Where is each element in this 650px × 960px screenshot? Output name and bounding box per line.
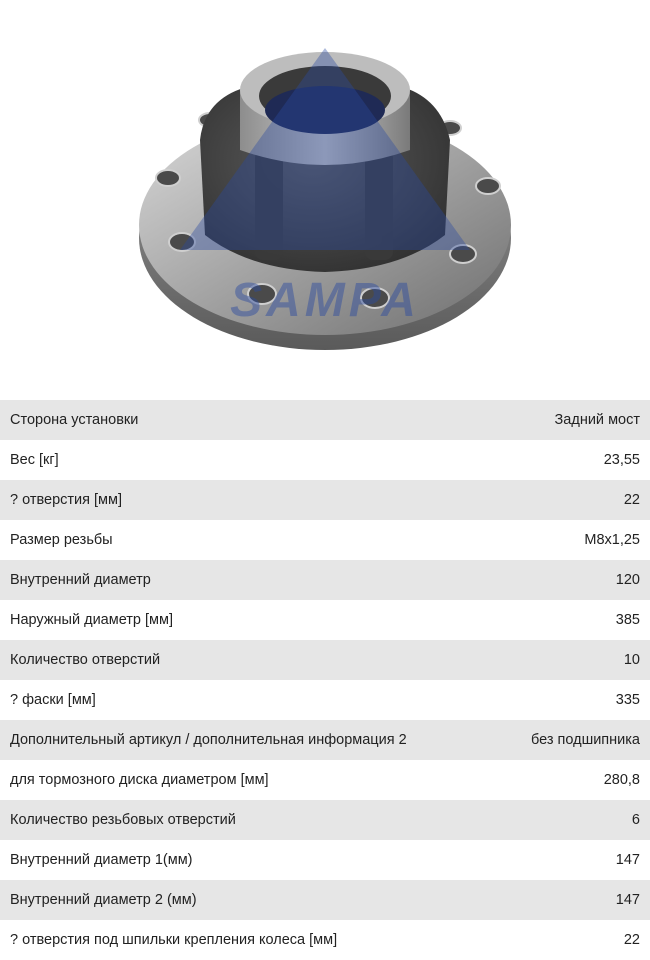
- spec-label: ? отверстия под шпильки крепления колеса [мм]: [10, 932, 338, 948]
- spec-value: 23,55: [603, 452, 640, 468]
- spec-value: 6: [631, 812, 640, 828]
- spec-label: Внутренний диаметр 2 (мм): [10, 892, 197, 908]
- spec-row: [0, 800, 650, 840]
- spec-label: Размер резьбы: [10, 532, 113, 548]
- spec-row: [0, 520, 650, 560]
- spec-value: 335: [615, 692, 640, 708]
- spec-label: Внутренний диаметр: [10, 572, 151, 588]
- spec-value: 22: [623, 932, 640, 948]
- spec-label: Сторона установки: [10, 412, 139, 428]
- spec-row: [0, 760, 650, 800]
- spec-value: 22: [623, 492, 640, 508]
- spec-row: [0, 560, 650, 600]
- spec-row: [0, 400, 650, 440]
- spec-value: 280,8: [603, 772, 640, 788]
- wheel-hub-icon: [0, 0, 650, 400]
- spec-label: Количество резьбовых отверстий: [10, 812, 236, 828]
- brand-watermark: SAMPA: [230, 274, 420, 327]
- spec-value: 147: [615, 852, 640, 868]
- spec-value: M8x1,25: [584, 532, 640, 548]
- spec-row: [0, 840, 650, 880]
- spec-row: [0, 880, 650, 920]
- spec-row: [0, 920, 650, 960]
- spec-label: Наружный диаметр [мм]: [10, 612, 174, 628]
- spec-value: 10: [623, 652, 640, 668]
- spec-row: [0, 680, 650, 720]
- spec-row: [0, 720, 650, 760]
- spec-label: Вес [кг]: [10, 452, 59, 468]
- spec-value: Задний мост: [554, 412, 640, 428]
- spec-value: без подшипника: [530, 732, 640, 748]
- spec-label: Количество отверстий: [10, 652, 161, 668]
- spec-label: Внутренний диаметр 1(мм): [10, 852, 193, 868]
- spec-label: Дополнительный артикул / дополнительная информация 2: [10, 732, 407, 748]
- spec-label: ? фаски [мм]: [10, 692, 96, 708]
- spec-row: [0, 600, 650, 640]
- spec-row: [0, 480, 650, 520]
- spec-table: [0, 400, 650, 960]
- spec-label: для тормозного диска диаметром [мм]: [10, 772, 269, 788]
- spec-label: ? отверстия [мм]: [10, 492, 123, 508]
- spec-value: 385: [615, 612, 640, 628]
- spec-row: [0, 440, 650, 480]
- product-image: [0, 0, 650, 400]
- spec-value: 147: [615, 892, 640, 908]
- spec-value: 120: [615, 572, 640, 588]
- spec-row: [0, 640, 650, 680]
